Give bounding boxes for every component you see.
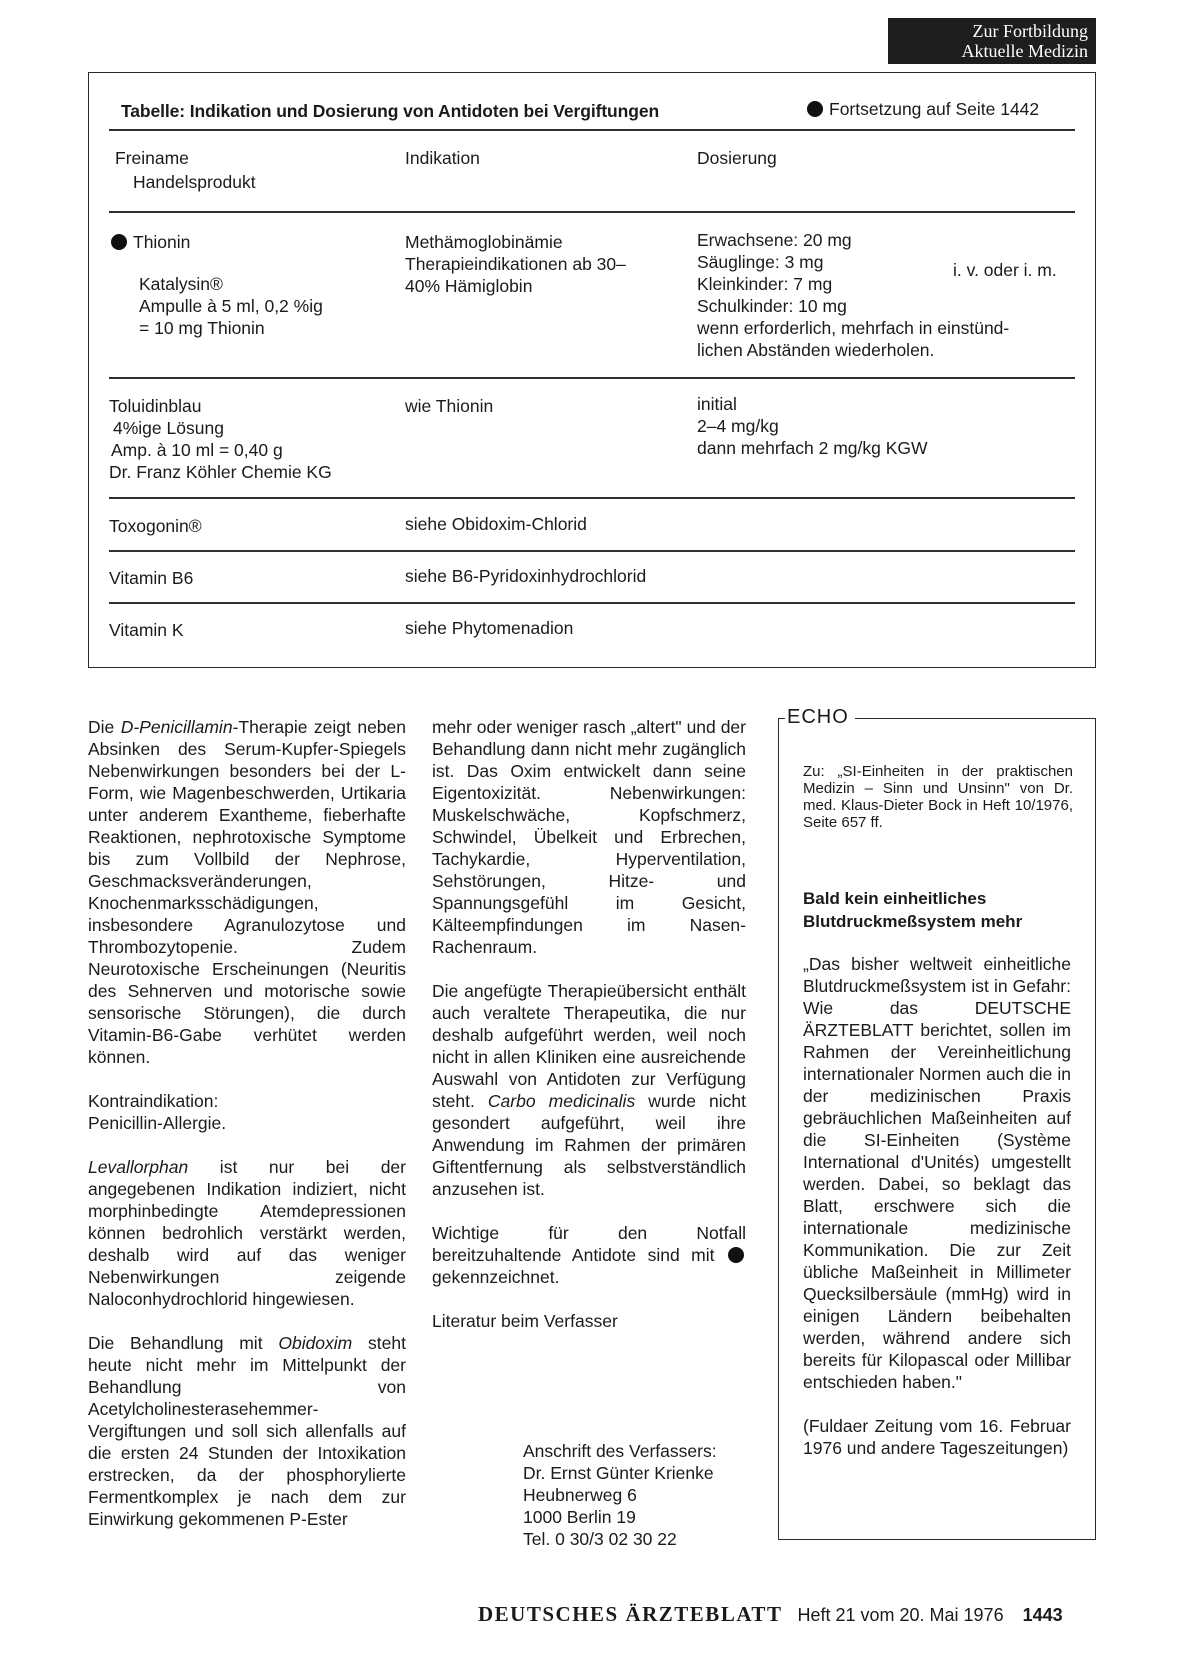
text-span: gekennzeichnet. (432, 1267, 560, 1287)
dosage-line: Erwachsene: 20 mg (697, 230, 852, 250)
table-row-name: Vitamin B6 (109, 568, 194, 588)
echo-source: (Fuldaer Zeitung vom 16. Februar 1976 und andere Tageszeitungen) (803, 1416, 1071, 1458)
indication-line: 40% Hämiglobin (405, 276, 533, 296)
table-title: Tabelle: Indikation und Dosierung von Antidoten bei Vergiftungen (121, 101, 660, 121)
table-row-name: Vitamin K (109, 620, 184, 640)
product-line: Amp. à 10 ml = 0,40 g (111, 440, 283, 460)
text-span: Die angefügte Therapieübersicht enthält auch veraltete Therapeutika, die nur deshalb aufgeführt werden, weil noch nicht in allen Kliniken eine ausreichende Auswahl von Antidoten zur Verfügung steht. (432, 981, 746, 1111)
drug-name-italic: Carbo medicinalis (487, 1091, 636, 1111)
section-tag-line1: Zur Fortbildung (972, 21, 1088, 41)
headline-line: Bald kein einheitliches (803, 889, 987, 908)
table-rule (109, 550, 1075, 552)
antidote-table (88, 72, 1096, 668)
text-span: ist nur bei der angegebenen Indikation indiziert, nicht morphinbedingte Atemdepressionen können bedrohlich verstärkt werden, deshalb wird auf das weniger Nebenwirkungen zeigende Naloconhydrochlorid hingewiesen. (88, 1157, 406, 1309)
table-row-dosage (697, 393, 928, 459)
continuation-text: Fortsetzung auf Seite 1442 (829, 99, 1040, 119)
journal-name: DEUTSCHES ÄRZTEBLATT (478, 1602, 783, 1626)
address-line: Tel. 0 30/3 02 30 22 (523, 1529, 677, 1549)
table-row-dosage (697, 229, 1009, 361)
header-product: Handelsprodukt (133, 172, 256, 192)
paragraph-contraindication (88, 1090, 406, 1134)
dosage-line: Schulkinder: 10 mg (697, 296, 847, 316)
text-column-1 (88, 716, 406, 1530)
table-rule (109, 497, 1075, 499)
address-line: 1000 Berlin 19 (523, 1507, 636, 1527)
text-span: Die (88, 717, 121, 737)
antidote-marker-icon (111, 234, 127, 250)
dosage-line: 2–4 mg/kg (697, 416, 779, 436)
echo-label: ECHO (785, 706, 855, 729)
row-name-text: Thionin (133, 232, 191, 252)
table-rule (109, 377, 1075, 379)
table-row-name: Toluidinblau (109, 396, 202, 416)
table-row-indication: siehe B6-Pyridoxinhydrochlorid (405, 566, 647, 586)
echo-quote: „Das bisher weltweit einheitliche Blutdruckmeßsystem ist in Gefahr: Wie das DEUTSCHE ÄRZTEBLATT berichtet, sollen im Rahmen der Vereinheitlichung internationaler Normen auch die in der medizinischen Praxis gebräuchlichen Maßeinheiten auf die SI-Einheiten (Système International d'Unités) umgestellt werden. Dabei, so beklagt das Blatt, erschwere sich die internationale medizinische Kommunikation. Die zur Zeit übliche Maßeinheit in Millimeter Quecksilbersäule (mmHg) wird in einigen Ländern beibehalten werden, während andere sich bereits für Kilopascal oder Millibar entschieden haben." (803, 954, 1071, 1392)
header-dosage: Dosierung (697, 148, 777, 168)
dosage-line: lichen Abständen wiederholen. (697, 340, 935, 360)
product-line: Ampulle à 5 ml, 0,2 %ig (139, 296, 323, 316)
dosage-line: Kleinkinder: 7 mg (697, 274, 833, 294)
headline-line: Blutdruckmeßsystem mehr (803, 912, 1023, 931)
antidote-marker-icon (807, 101, 823, 117)
text-span: steht heute nicht mehr im Mittelpunkt der Behandlung von Acetylcholinesterasehemmer-Vergiftungen und soll sich allenfalls auf die ersten 24 Stunden der Intoxikation erstrecken, da der phosphorylierte Fermentkomplex je nach dem zur Einwirkung gekommenen P-Ester (88, 1333, 406, 1529)
table-row-indication (405, 231, 626, 297)
product-line: = 10 mg Thionin (139, 318, 265, 338)
page-footer (478, 1602, 1063, 1627)
address-line: Dr. Ernst Günter Krienke (523, 1463, 714, 1483)
product-line: Katalysin® (139, 274, 223, 294)
table-row-indication: siehe Phytomenadion (405, 618, 574, 638)
header-indication: Indikation (405, 148, 480, 168)
paragraph-penicillamin (88, 716, 406, 1068)
text-span: -Therapie zeigt neben Absinken des Serum-Kupfer-Spiegels Nebenwirkungen besonders bei der L-Form, wie Magenbeschwerden, Urtikaria unter anderem Exantheme, fieberhafte Reaktionen, nephrotoxische Symptome bis zum Vollbild der Nephrose, Geschmacksveränderungen, Knochenmarksschädigungen, insbesondere Agranulozytose und Thrombozytopenie. Zudem Neurotoxische Erscheinungen (Neuritis des Sehnerven und motorische sowie sensorische Störungen), die durch Vitamin-B6-Gabe verhütet werden können. (88, 717, 406, 1067)
table-row-route: i. v. oder i. m. (953, 260, 1057, 280)
issue-info: Heft 21 vom 20. Mai 1976 (797, 1605, 1004, 1625)
paragraph-levallorphan (88, 1156, 406, 1310)
paragraph-obidoxim (88, 1332, 406, 1530)
table-row-indication: wie Thionin (405, 396, 494, 416)
echo-body (803, 953, 1071, 1481)
text-span: Wichtige für den Notfall bereitzuhaltende Antidote sind mit (432, 1223, 746, 1265)
echo-headline (803, 887, 1083, 933)
antidote-marker-icon (728, 1247, 744, 1263)
dosage-line: Säuglinge: 3 mg (697, 252, 824, 272)
paragraph-oxim: mehr oder weniger rasch „altert" und der Behandlung dann nicht mehr zugänglich ist. Das Oxim entwickelt dann seine Eigentoxizität. Nebenwirkungen: Muskelschwäche, Kopfschmerz, Schwindel, Übelkeit und Erbrechen, Tachykardie, Hyperventilation, Sehstörungen, Hitze- und Spannungsgefühl im Gesicht, Kälteempfindungen im Nasen-Rachenraum. (432, 717, 746, 957)
text-span: Die Behandlung mit (88, 1333, 279, 1353)
table-continuation (807, 99, 1039, 120)
table-row-indication: siehe Obidoxim-Chlorid (405, 514, 587, 534)
indication-line: Therapieindikationen ab 30– (405, 254, 626, 274)
indication-line: Methämoglobinämie (405, 232, 563, 252)
address-line: Anschrift des Verfassers: (523, 1441, 717, 1461)
section-tag-line2: Aktuelle Medizin (961, 41, 1088, 61)
echo-box (778, 706, 1096, 1540)
drug-name-italic: Levallorphan (88, 1157, 189, 1177)
dosage-line: wenn erforderlich, mehrfach in einstünd- (697, 318, 1010, 338)
table-row-name: Toxogonin® (109, 516, 202, 536)
text-span: Kontraindikation: (88, 1091, 219, 1111)
drug-name-italic: D-Penicillamin (120, 717, 233, 737)
page-number: 1443 (1022, 1605, 1063, 1625)
table-rule (109, 602, 1075, 604)
text-span: wurde nicht gesondert aufgeführt, weil ihre Anwendung im Rahmen der primären Giftentfernung als selbstverständlich anzusehen ist. (432, 1091, 746, 1199)
product-line: 4%ige Lösung (113, 418, 224, 438)
text-column-2 (432, 716, 746, 1332)
drug-name-italic: Obidoxim (278, 1333, 353, 1353)
dosage-line: dann mehrfach 2 mg/kg KGW (697, 438, 928, 458)
section-tag (888, 18, 1096, 64)
text-span: Penicillin-Allergie. (88, 1113, 227, 1133)
address-line: Heubnerweg 6 (523, 1485, 637, 1505)
echo-reference: Zu: „SI-Einheiten in der praktischen Medizin – Sinn und Unsinn" von Dr. med. Klaus-Dieter Bock in Heft 10/1976, Seite 657 ff. (803, 763, 1073, 831)
table-row-product (109, 417, 332, 483)
header-name: Freiname (115, 148, 189, 168)
paragraph-overview (432, 980, 746, 1200)
paragraph-marking-note (432, 1222, 746, 1288)
product-line: Dr. Franz Köhler Chemie KG (109, 462, 332, 482)
table-rule (109, 211, 1075, 213)
table-row-product (139, 273, 323, 339)
paragraph-literature: Literatur beim Verfasser (432, 1311, 618, 1331)
dosage-line: initial (697, 394, 737, 414)
author-address (523, 1440, 717, 1550)
table-row-name (111, 231, 190, 253)
table-rule (109, 129, 1075, 131)
